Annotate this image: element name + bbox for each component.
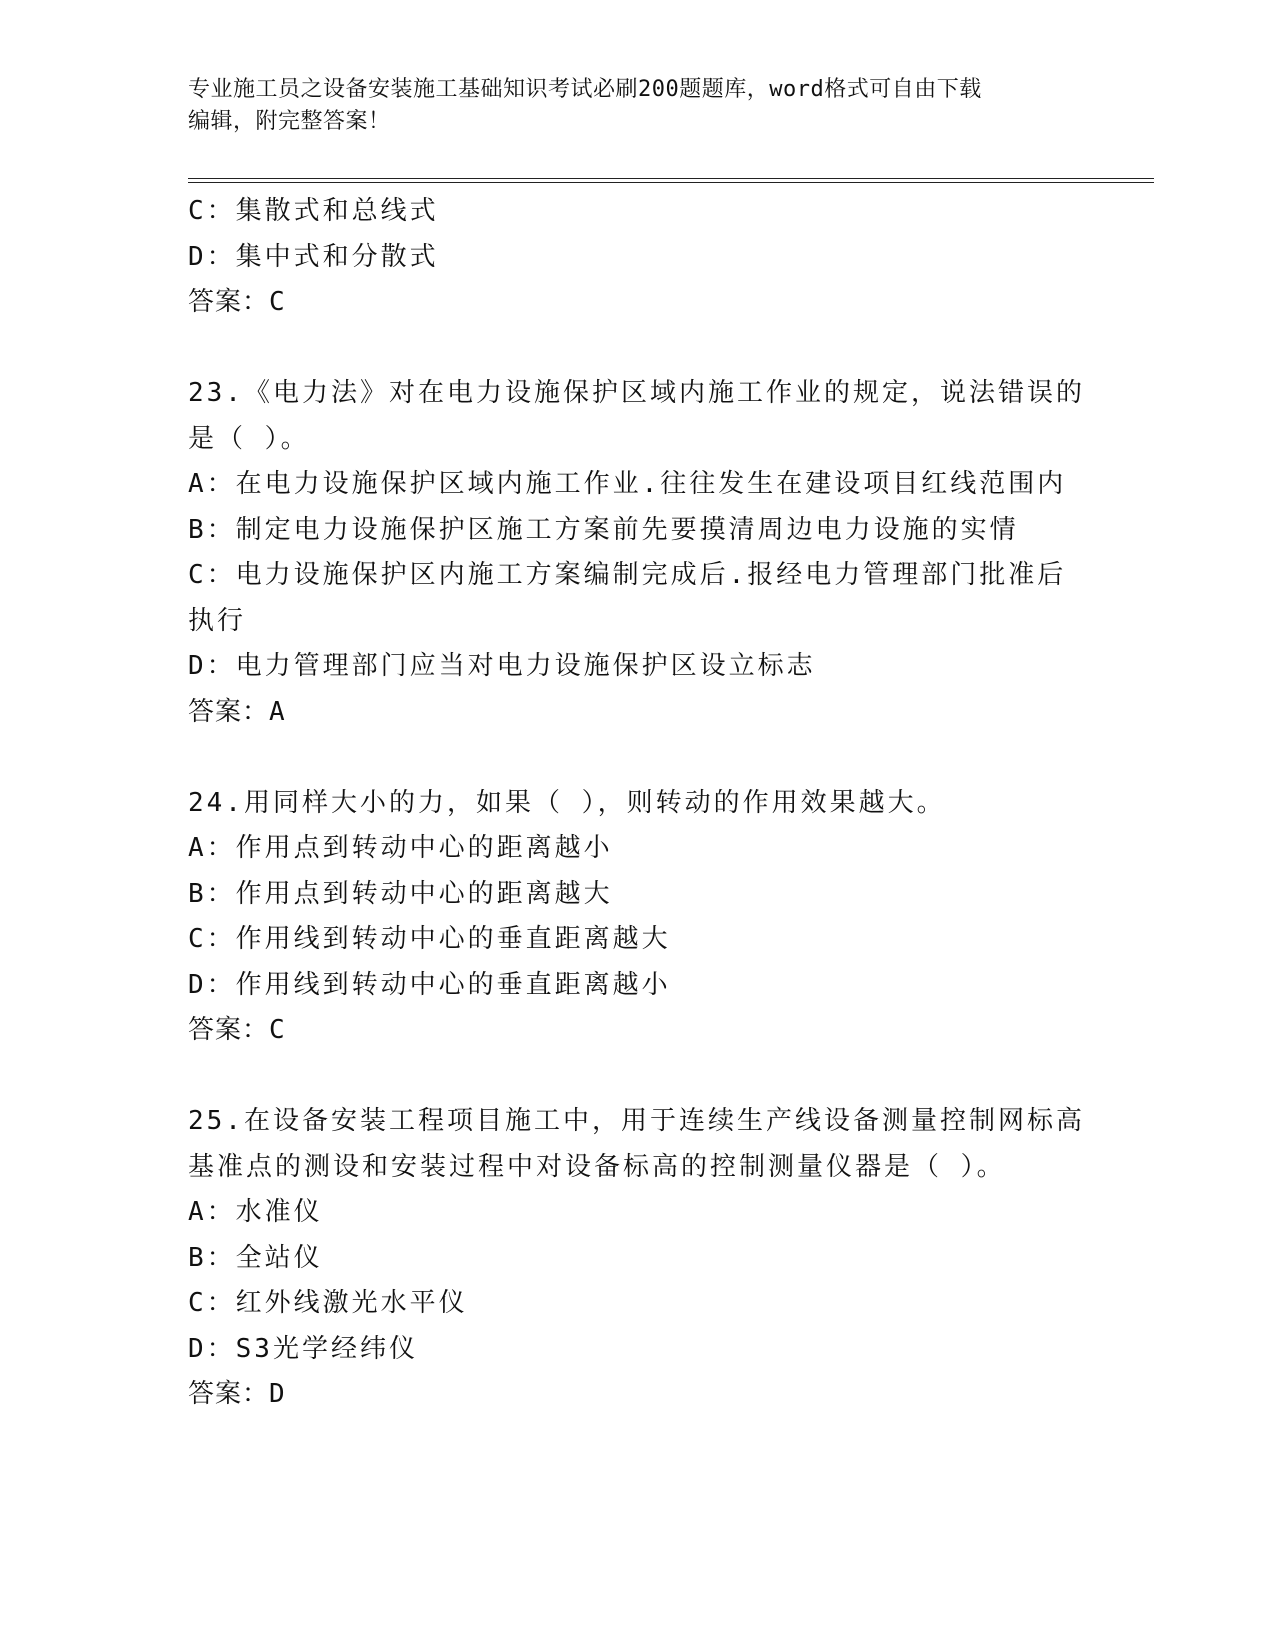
q23-stem-line-2: 是（ ）。	[188, 423, 310, 454]
q25-stem-line-2: 基准点的测设和安装过程中对设备标高的控制测量仪器是（ ）。	[188, 1151, 1006, 1182]
q22-answer: 答案：C	[188, 287, 286, 317]
q23-option-b: B：制定电力设施保护区施工方案前先要摸清周边电力设施的实情	[188, 514, 1019, 545]
q25-stem-line-1: 25.在设备安装工程项目施工中，用于连续生产线设备测量控制网标高	[188, 1106, 1085, 1136]
question-content	[188, 189, 1088, 1418]
q24-option-a: A：作用点到转动中心的距离越小	[188, 833, 613, 863]
q24-stem: 24.用同样大小的力，如果（ ），则转动的作用效果越大。	[188, 787, 946, 818]
q24-option-c: C：作用线到转动中心的垂直距离越大	[188, 924, 671, 954]
q24-option-b: B：作用点到转动中心的距离越大	[188, 878, 613, 909]
q25-option-a: A：水准仪	[188, 1197, 323, 1227]
q22-option-d: D：集中式和分散式	[188, 241, 439, 272]
q25-option-b: B：全站仪	[188, 1242, 323, 1273]
q23-stem-line-1: 23.《电力法》对在电力设施保护区域内施工作业的规定，说法错误的	[188, 378, 1085, 408]
spacer	[188, 735, 1088, 781]
q23-option-a: A：在电力设施保护区域内施工作业.往往发生在建设项目红线范围内	[188, 469, 1067, 499]
q23-option-d: D：电力管理部门应当对电力设施保护区设立标志	[188, 651, 816, 681]
q23-option-c-line-2: 执行	[188, 605, 247, 636]
q25-option-c: C：红外线激光水平仪	[188, 1288, 468, 1318]
question-24	[188, 781, 1088, 1054]
question-23	[188, 371, 1088, 735]
q25-option-d: D：S3光学经纬仪	[188, 1333, 418, 1364]
spacer	[188, 326, 1088, 372]
question-25	[188, 1099, 1088, 1418]
header-divider-bottom	[188, 182, 1154, 183]
document-header	[188, 74, 1088, 138]
header-line-1: 专业施工员之设备安装施工基础知识考试必刷200题题库，word格式可自由下载	[188, 77, 982, 102]
q25-answer: 答案：D	[188, 1379, 286, 1409]
header-line-2: 编辑，附完整答案！	[188, 109, 391, 134]
header-divider-top	[188, 178, 1154, 179]
q23-option-c-line-1: C：电力设施保护区内施工方案编制完成后.报经电力管理部门批准后	[188, 560, 1067, 590]
q22-option-c: C：集散式和总线式	[188, 196, 439, 226]
q24-answer: 答案：C	[188, 1015, 286, 1045]
q24-option-d: D：作用线到转动中心的垂直距离越小	[188, 969, 671, 1000]
q23-answer: 答案：A	[188, 696, 286, 727]
spacer	[188, 1054, 1088, 1100]
question-22	[188, 189, 1088, 326]
